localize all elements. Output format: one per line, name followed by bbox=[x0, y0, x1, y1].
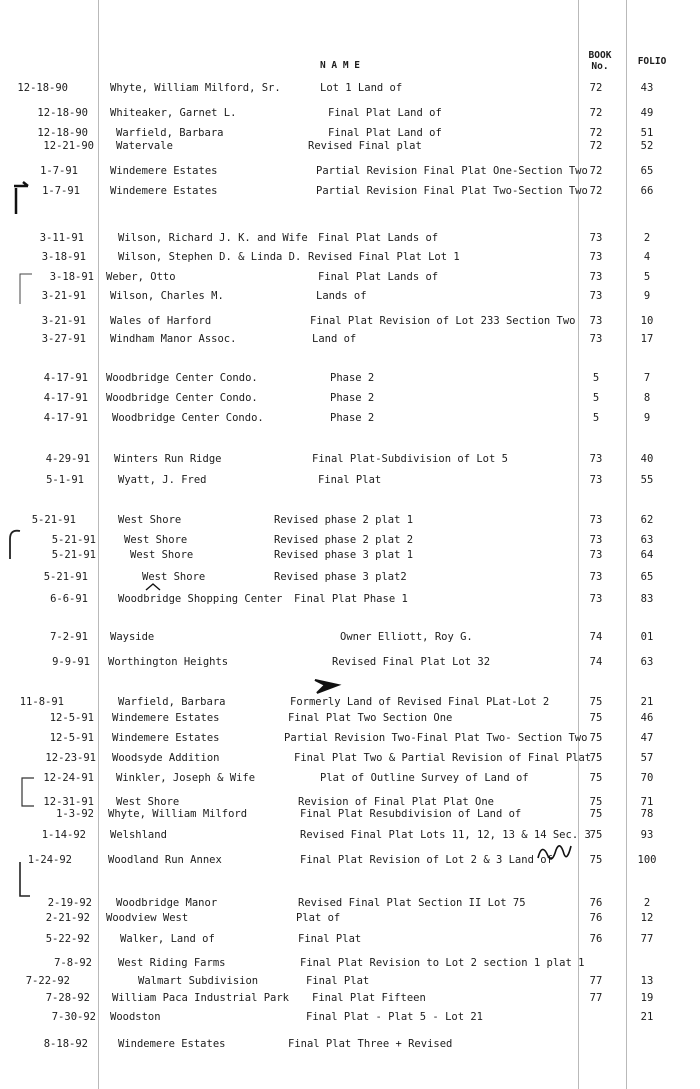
book-number-cell: 73 bbox=[589, 593, 603, 605]
book-number-cell: 73 bbox=[589, 333, 603, 345]
caret-mark bbox=[144, 582, 162, 592]
description-cell: Final Plat Phase 1 bbox=[294, 593, 408, 605]
name-cell: Woodview West bbox=[106, 912, 189, 924]
ledger-row bbox=[0, 289, 700, 303]
ledger-row bbox=[0, 548, 700, 562]
ledger-row bbox=[0, 711, 700, 725]
folio-cell: 21 bbox=[640, 696, 654, 708]
folio-cell: 19 bbox=[640, 992, 654, 1004]
date-cell: 12-18-90 bbox=[37, 127, 88, 139]
folio-cell: 55 bbox=[640, 474, 654, 486]
date-cell: 12-5-91 bbox=[49, 732, 94, 744]
date-cell: 12-5-91 bbox=[49, 712, 94, 724]
book-number-cell: 74 bbox=[589, 656, 603, 668]
folio-cell: 12 bbox=[640, 912, 654, 924]
book-number-cell: 77 bbox=[589, 975, 603, 987]
book-number-cell: 73 bbox=[589, 514, 603, 526]
date-cell: 7-30-92 bbox=[51, 1011, 96, 1023]
name-cell: Windemere Estates bbox=[112, 712, 220, 724]
name-cell: Warfield, Barbara bbox=[118, 696, 226, 708]
name-cell: Woodbridge Manor bbox=[116, 897, 218, 909]
name-cell: West Shore bbox=[124, 534, 188, 546]
name-cell: Woodbridge Center Condo. bbox=[106, 392, 258, 404]
folio-cell: 7 bbox=[643, 372, 651, 384]
ledger-row bbox=[0, 911, 700, 925]
folio-cell: 100 bbox=[637, 854, 657, 866]
name-cell: Whyte, William Milford, Sr. bbox=[110, 82, 281, 94]
pencil-bracket-2 bbox=[18, 270, 38, 310]
ledger-row bbox=[0, 956, 700, 970]
ledger-row bbox=[0, 570, 700, 584]
name-cell: Weber, Otto bbox=[106, 271, 176, 283]
name-cell: Welshland bbox=[110, 829, 167, 841]
name-cell: West Shore bbox=[118, 514, 182, 526]
date-cell: 1-24-92 bbox=[27, 854, 72, 866]
folio-cell: 62 bbox=[640, 514, 654, 526]
description-cell: Final Plat bbox=[306, 975, 370, 987]
date-cell: 3-11-91 bbox=[39, 232, 84, 244]
ledger-row bbox=[0, 807, 700, 821]
folio-cell: 10 bbox=[640, 315, 654, 327]
description-cell: Final Plat Resubdivision of Land of bbox=[300, 808, 522, 820]
ledger-row bbox=[0, 332, 700, 346]
date-cell: 12-24-91 bbox=[43, 772, 94, 784]
description-cell: Final Plat Lands of bbox=[318, 232, 439, 244]
ledger-row bbox=[0, 513, 700, 527]
name-cell: William Paca Industrial Park bbox=[112, 992, 290, 1004]
name-cell: Windham Manor Assoc. bbox=[110, 333, 237, 345]
name-cell: Wilson, Richard J. K. and Wife bbox=[118, 232, 308, 244]
description-cell: Partial Revision Final Plat One-Section Two bbox=[316, 165, 588, 177]
book-number-cell: 75 bbox=[589, 829, 603, 841]
date-cell: 12-18-90 bbox=[17, 82, 68, 94]
ledger-row bbox=[0, 371, 700, 385]
description-cell: Final Plat-Subdivision of Lot 5 bbox=[312, 453, 508, 465]
date-cell: 5-21-91 bbox=[31, 514, 76, 526]
ledger-row bbox=[0, 270, 700, 284]
ledger-row bbox=[0, 250, 700, 264]
description-cell: Partial Revision Two-Final Plat Two- Section Two bbox=[284, 732, 588, 744]
book-number-cell: 75 bbox=[589, 772, 603, 784]
date-cell: 7-2-91 bbox=[50, 631, 88, 643]
folio-cell: 4 bbox=[643, 251, 651, 263]
folio-cell: 43 bbox=[640, 82, 654, 94]
folio-cell: 51 bbox=[640, 127, 654, 139]
description-cell: Land of bbox=[312, 333, 357, 345]
handwritten-note bbox=[534, 838, 574, 866]
name-cell: Winters Run Ridge bbox=[114, 453, 222, 465]
description-cell: Final Plat bbox=[298, 933, 362, 945]
date-cell: 3-27-91 bbox=[41, 333, 86, 345]
folio-cell: 9 bbox=[643, 290, 651, 302]
book-number-cell: 72 bbox=[589, 127, 603, 139]
pencil-bracket-4 bbox=[18, 766, 40, 812]
folio-cell: 71 bbox=[640, 796, 654, 808]
description-cell: Partial Revision Final Plat Two-Section Two bbox=[316, 185, 588, 197]
description-cell: Final Plat Two Section One bbox=[288, 712, 453, 724]
ledger-row bbox=[0, 771, 700, 785]
book-number-cell: 75 bbox=[589, 808, 603, 820]
date-cell: 7-28-92 bbox=[45, 992, 90, 1004]
description-cell: Final Plat - Plat 5 - Lot 21 bbox=[306, 1011, 484, 1023]
name-cell: Woodland Run Annex bbox=[108, 854, 222, 866]
ledger-row bbox=[0, 126, 700, 140]
description-cell: Final Plat Land of bbox=[328, 107, 442, 119]
folio-cell: 01 bbox=[640, 631, 654, 643]
description-cell: Revised Final Plat Lots 11, 12, 13 & 14 Sec. 3 bbox=[300, 829, 591, 841]
ledger-row bbox=[0, 533, 700, 547]
book-number-cell: 76 bbox=[589, 933, 603, 945]
folio-cell: 40 bbox=[640, 453, 654, 465]
ledger-row bbox=[0, 751, 700, 765]
description-cell: Lot 1 Land of bbox=[320, 82, 403, 94]
name-cell: Wilson, Charles M. bbox=[110, 290, 224, 302]
ledger-row bbox=[0, 1037, 700, 1051]
folio-cell: 8 bbox=[643, 392, 651, 404]
ledger-row bbox=[0, 452, 700, 466]
description-cell: Lands of bbox=[316, 290, 367, 302]
date-cell: 1-3-92 bbox=[56, 808, 94, 820]
ledger-row bbox=[0, 932, 700, 946]
book-number-cell: 77 bbox=[589, 992, 603, 1004]
name-cell: West Shore bbox=[116, 796, 180, 808]
name-cell: Woodbridge Shopping Center bbox=[118, 593, 283, 605]
date-cell: 12-18-90 bbox=[37, 107, 88, 119]
date-cell: 4-17-91 bbox=[43, 392, 88, 404]
ledger-row bbox=[0, 231, 700, 245]
name-cell: West Riding Farms bbox=[118, 957, 226, 969]
description-cell: Plat of bbox=[296, 912, 341, 924]
folio-cell: 17 bbox=[640, 333, 654, 345]
date-cell: 8-18-92 bbox=[43, 1038, 88, 1050]
date-cell: 3-21-91 bbox=[41, 290, 86, 302]
description-cell: Plat of Outline Survey of Land of bbox=[320, 772, 529, 784]
name-cell: Winkler, Joseph & Wife bbox=[116, 772, 256, 784]
date-cell: 5-21-91 bbox=[51, 549, 96, 561]
ledger-row bbox=[0, 1010, 700, 1024]
name-cell: Woodston bbox=[110, 1011, 161, 1023]
description-cell: Phase 2 bbox=[330, 392, 375, 404]
folio-cell: 2 bbox=[643, 232, 651, 244]
folio-cell: 77 bbox=[640, 933, 654, 945]
ledger-row bbox=[0, 655, 700, 669]
date-cell: 1-7-91 bbox=[40, 165, 78, 177]
ledger-row bbox=[0, 630, 700, 644]
date-cell: 6-6-91 bbox=[50, 593, 88, 605]
date-cell: 1-7-91 bbox=[42, 185, 80, 197]
ledger-row bbox=[0, 974, 700, 988]
date-cell: 3-21-91 bbox=[41, 315, 86, 327]
date-cell: 1-14-92 bbox=[41, 829, 86, 841]
book-number-cell: 73 bbox=[589, 290, 603, 302]
book-number-cell: 73 bbox=[589, 571, 603, 583]
folio-cell: 63 bbox=[640, 534, 654, 546]
book-number-cell: 75 bbox=[589, 796, 603, 808]
folio-cell: 93 bbox=[640, 829, 654, 841]
ledger-row bbox=[0, 592, 700, 606]
description-cell: Final Plat Lands of bbox=[318, 271, 439, 283]
pencil-bracket-5 bbox=[16, 860, 34, 902]
description-cell: Final Plat Revision of Lot 2 & 3 Land of bbox=[300, 854, 553, 866]
book-number-cell: 72 bbox=[589, 165, 603, 177]
name-cell: Woodbridge Center Condo. bbox=[112, 412, 264, 424]
folio-cell: 13 bbox=[640, 975, 654, 987]
description-cell: Final Plat Two & Partial Revision of Final Plat bbox=[294, 752, 592, 764]
book-number-cell: 75 bbox=[589, 732, 603, 744]
book-number-cell: 73 bbox=[589, 474, 603, 486]
book-number-cell: 72 bbox=[589, 107, 603, 119]
description-cell: Final Plat Three + Revised bbox=[288, 1038, 453, 1050]
header-name: N A M E bbox=[319, 60, 361, 71]
name-cell: Woodbridge Center Condo. bbox=[106, 372, 258, 384]
book-number-cell: 73 bbox=[589, 453, 603, 465]
ledger-row bbox=[0, 853, 700, 867]
date-cell: 2-19-92 bbox=[47, 897, 92, 909]
name-cell: Warfield, Barbara bbox=[116, 127, 224, 139]
book-number-cell: 73 bbox=[589, 315, 603, 327]
folio-cell: 9 bbox=[643, 412, 651, 424]
book-number-cell: 75 bbox=[589, 712, 603, 724]
date-cell: 3-18-91 bbox=[41, 251, 86, 263]
header-book-line1: BOOK bbox=[588, 50, 612, 61]
date-cell: 12-21-90 bbox=[43, 140, 94, 152]
book-number-cell: 5 bbox=[592, 412, 600, 424]
book-number-cell: 5 bbox=[592, 392, 600, 404]
folio-cell: 63 bbox=[640, 656, 654, 668]
description-cell: Revised Final Plat Lot 1 bbox=[308, 251, 460, 263]
book-number-cell: 73 bbox=[589, 251, 603, 263]
ledger-row bbox=[0, 106, 700, 120]
name-cell: Wilson, Stephen D. & Linda D. bbox=[118, 251, 302, 263]
book-number-cell: 72 bbox=[589, 185, 603, 197]
folio-cell: 47 bbox=[640, 732, 654, 744]
folio-cell: 65 bbox=[640, 165, 654, 177]
description-cell: Revision of Final Plat Plat One bbox=[298, 796, 494, 808]
book-number-cell: 72 bbox=[589, 82, 603, 94]
date-cell: 3-18-91 bbox=[49, 271, 94, 283]
folio-cell: 46 bbox=[640, 712, 654, 724]
ledger-row bbox=[0, 139, 700, 153]
description-cell: Revised phase 3 plat 1 bbox=[274, 549, 414, 561]
book-number-cell: 5 bbox=[592, 372, 600, 384]
ledger-row bbox=[0, 731, 700, 745]
description-cell: Revised Final Plat Section II Lot 75 bbox=[298, 897, 526, 909]
folio-cell: 66 bbox=[640, 185, 654, 197]
description-cell: Final Plat Fifteen bbox=[312, 992, 426, 1004]
description-cell: Revised Final plat bbox=[308, 140, 422, 152]
date-cell: 11-8-91 bbox=[19, 696, 64, 708]
description-cell: Phase 2 bbox=[330, 372, 375, 384]
date-cell: 7-8-92 bbox=[54, 957, 92, 969]
name-cell: Watervale bbox=[116, 140, 173, 152]
folio-cell: 2 bbox=[643, 897, 651, 909]
name-cell: West Shore bbox=[130, 549, 194, 561]
date-cell: 2-21-92 bbox=[45, 912, 90, 924]
folio-cell: 21 bbox=[640, 1011, 654, 1023]
ledger-row bbox=[0, 411, 700, 425]
book-number-cell: 73 bbox=[589, 232, 603, 244]
ledger-row bbox=[0, 695, 700, 709]
pencil-bracket-1 bbox=[10, 178, 32, 218]
pencil-bracket-3 bbox=[4, 525, 24, 563]
folio-cell: 65 bbox=[640, 571, 654, 583]
name-cell: Woodsyde Addition bbox=[112, 752, 220, 764]
name-cell: Wayside bbox=[110, 631, 155, 643]
name-cell: Whiteaker, Garnet L. bbox=[110, 107, 237, 119]
ledger-row bbox=[0, 896, 700, 910]
book-number-cell: 76 bbox=[589, 897, 603, 909]
date-cell: 5-21-91 bbox=[43, 571, 88, 583]
date-cell: 4-17-91 bbox=[43, 412, 88, 424]
name-cell: Windemere Estates bbox=[112, 732, 220, 744]
date-cell: 5-22-92 bbox=[45, 933, 90, 945]
description-cell: Owner Elliott, Roy G. bbox=[340, 631, 473, 643]
description-cell: Final Plat Revision to Lot 2 section 1 plat 1 bbox=[300, 957, 585, 969]
date-cell: 12-23-91 bbox=[45, 752, 96, 764]
folio-cell: 70 bbox=[640, 772, 654, 784]
folio-cell: 57 bbox=[640, 752, 654, 764]
name-cell: Whyte, William Milford bbox=[108, 808, 248, 820]
description-cell: Revised phase 2 plat 1 bbox=[274, 514, 414, 526]
ledger-row bbox=[0, 81, 700, 95]
ledger-row bbox=[0, 164, 700, 178]
ledger-row bbox=[0, 473, 700, 487]
description-cell: Revised phase 3 plat2 bbox=[274, 571, 407, 583]
book-number-cell: 73 bbox=[589, 534, 603, 546]
folio-cell: 78 bbox=[640, 808, 654, 820]
name-cell: Windemere Estates bbox=[110, 185, 218, 197]
book-number-cell: 75 bbox=[589, 854, 603, 866]
date-cell: 7-22-92 bbox=[25, 975, 70, 987]
folio-cell: 64 bbox=[640, 549, 654, 561]
date-cell: 12-31-91 bbox=[43, 796, 94, 808]
header-folio: FOLIO bbox=[637, 56, 667, 67]
description-cell: Formerly Land of Revised Final PLat-Lot 2 bbox=[290, 696, 550, 708]
book-number-cell: 76 bbox=[589, 912, 603, 924]
folio-cell: 49 bbox=[640, 107, 654, 119]
description-cell: Revised phase 2 plat 2 bbox=[274, 534, 414, 546]
arrow-mark bbox=[312, 674, 342, 696]
description-cell: Final Plat Land of bbox=[328, 127, 442, 139]
book-number-cell: 75 bbox=[589, 752, 603, 764]
ledger-row bbox=[0, 184, 700, 198]
folio-cell: 5 bbox=[643, 271, 651, 283]
folio-cell: 52 bbox=[640, 140, 654, 152]
name-cell: Wyatt, J. Fred bbox=[118, 474, 207, 486]
name-cell: Wales of Harford bbox=[110, 315, 212, 327]
name-cell: Windemere Estates bbox=[118, 1038, 226, 1050]
description-cell: Phase 2 bbox=[330, 412, 375, 424]
date-cell: 9-9-91 bbox=[52, 656, 90, 668]
ledger-row bbox=[0, 991, 700, 1005]
name-cell: Walker, Land of bbox=[120, 933, 215, 945]
ledger-row bbox=[0, 391, 700, 405]
book-number-cell: 73 bbox=[589, 271, 603, 283]
book-number-cell: 72 bbox=[589, 140, 603, 152]
date-cell: 4-17-91 bbox=[43, 372, 88, 384]
book-number-cell: 73 bbox=[589, 549, 603, 561]
description-cell: Final Plat Revision of Lot 233 Section Two bbox=[310, 315, 576, 327]
book-number-cell: 74 bbox=[589, 631, 603, 643]
name-cell: Windemere Estates bbox=[110, 165, 218, 177]
ledger-row bbox=[0, 828, 700, 842]
name-cell: Worthington Heights bbox=[108, 656, 229, 668]
date-cell: 5-21-91 bbox=[51, 534, 96, 546]
name-cell: Walmart Subdivision bbox=[138, 975, 259, 987]
description-cell: Final Plat bbox=[318, 474, 382, 486]
name-cell: West Shore bbox=[142, 571, 206, 583]
date-cell: 4-29-91 bbox=[45, 453, 90, 465]
ledger-row bbox=[0, 314, 700, 328]
date-cell: 5-1-91 bbox=[46, 474, 84, 486]
folio-cell: 83 bbox=[640, 593, 654, 605]
book-number-cell: 75 bbox=[589, 696, 603, 708]
header-book-line2: No. bbox=[591, 61, 609, 72]
description-cell: Revised Final Plat Lot 32 bbox=[332, 656, 491, 668]
